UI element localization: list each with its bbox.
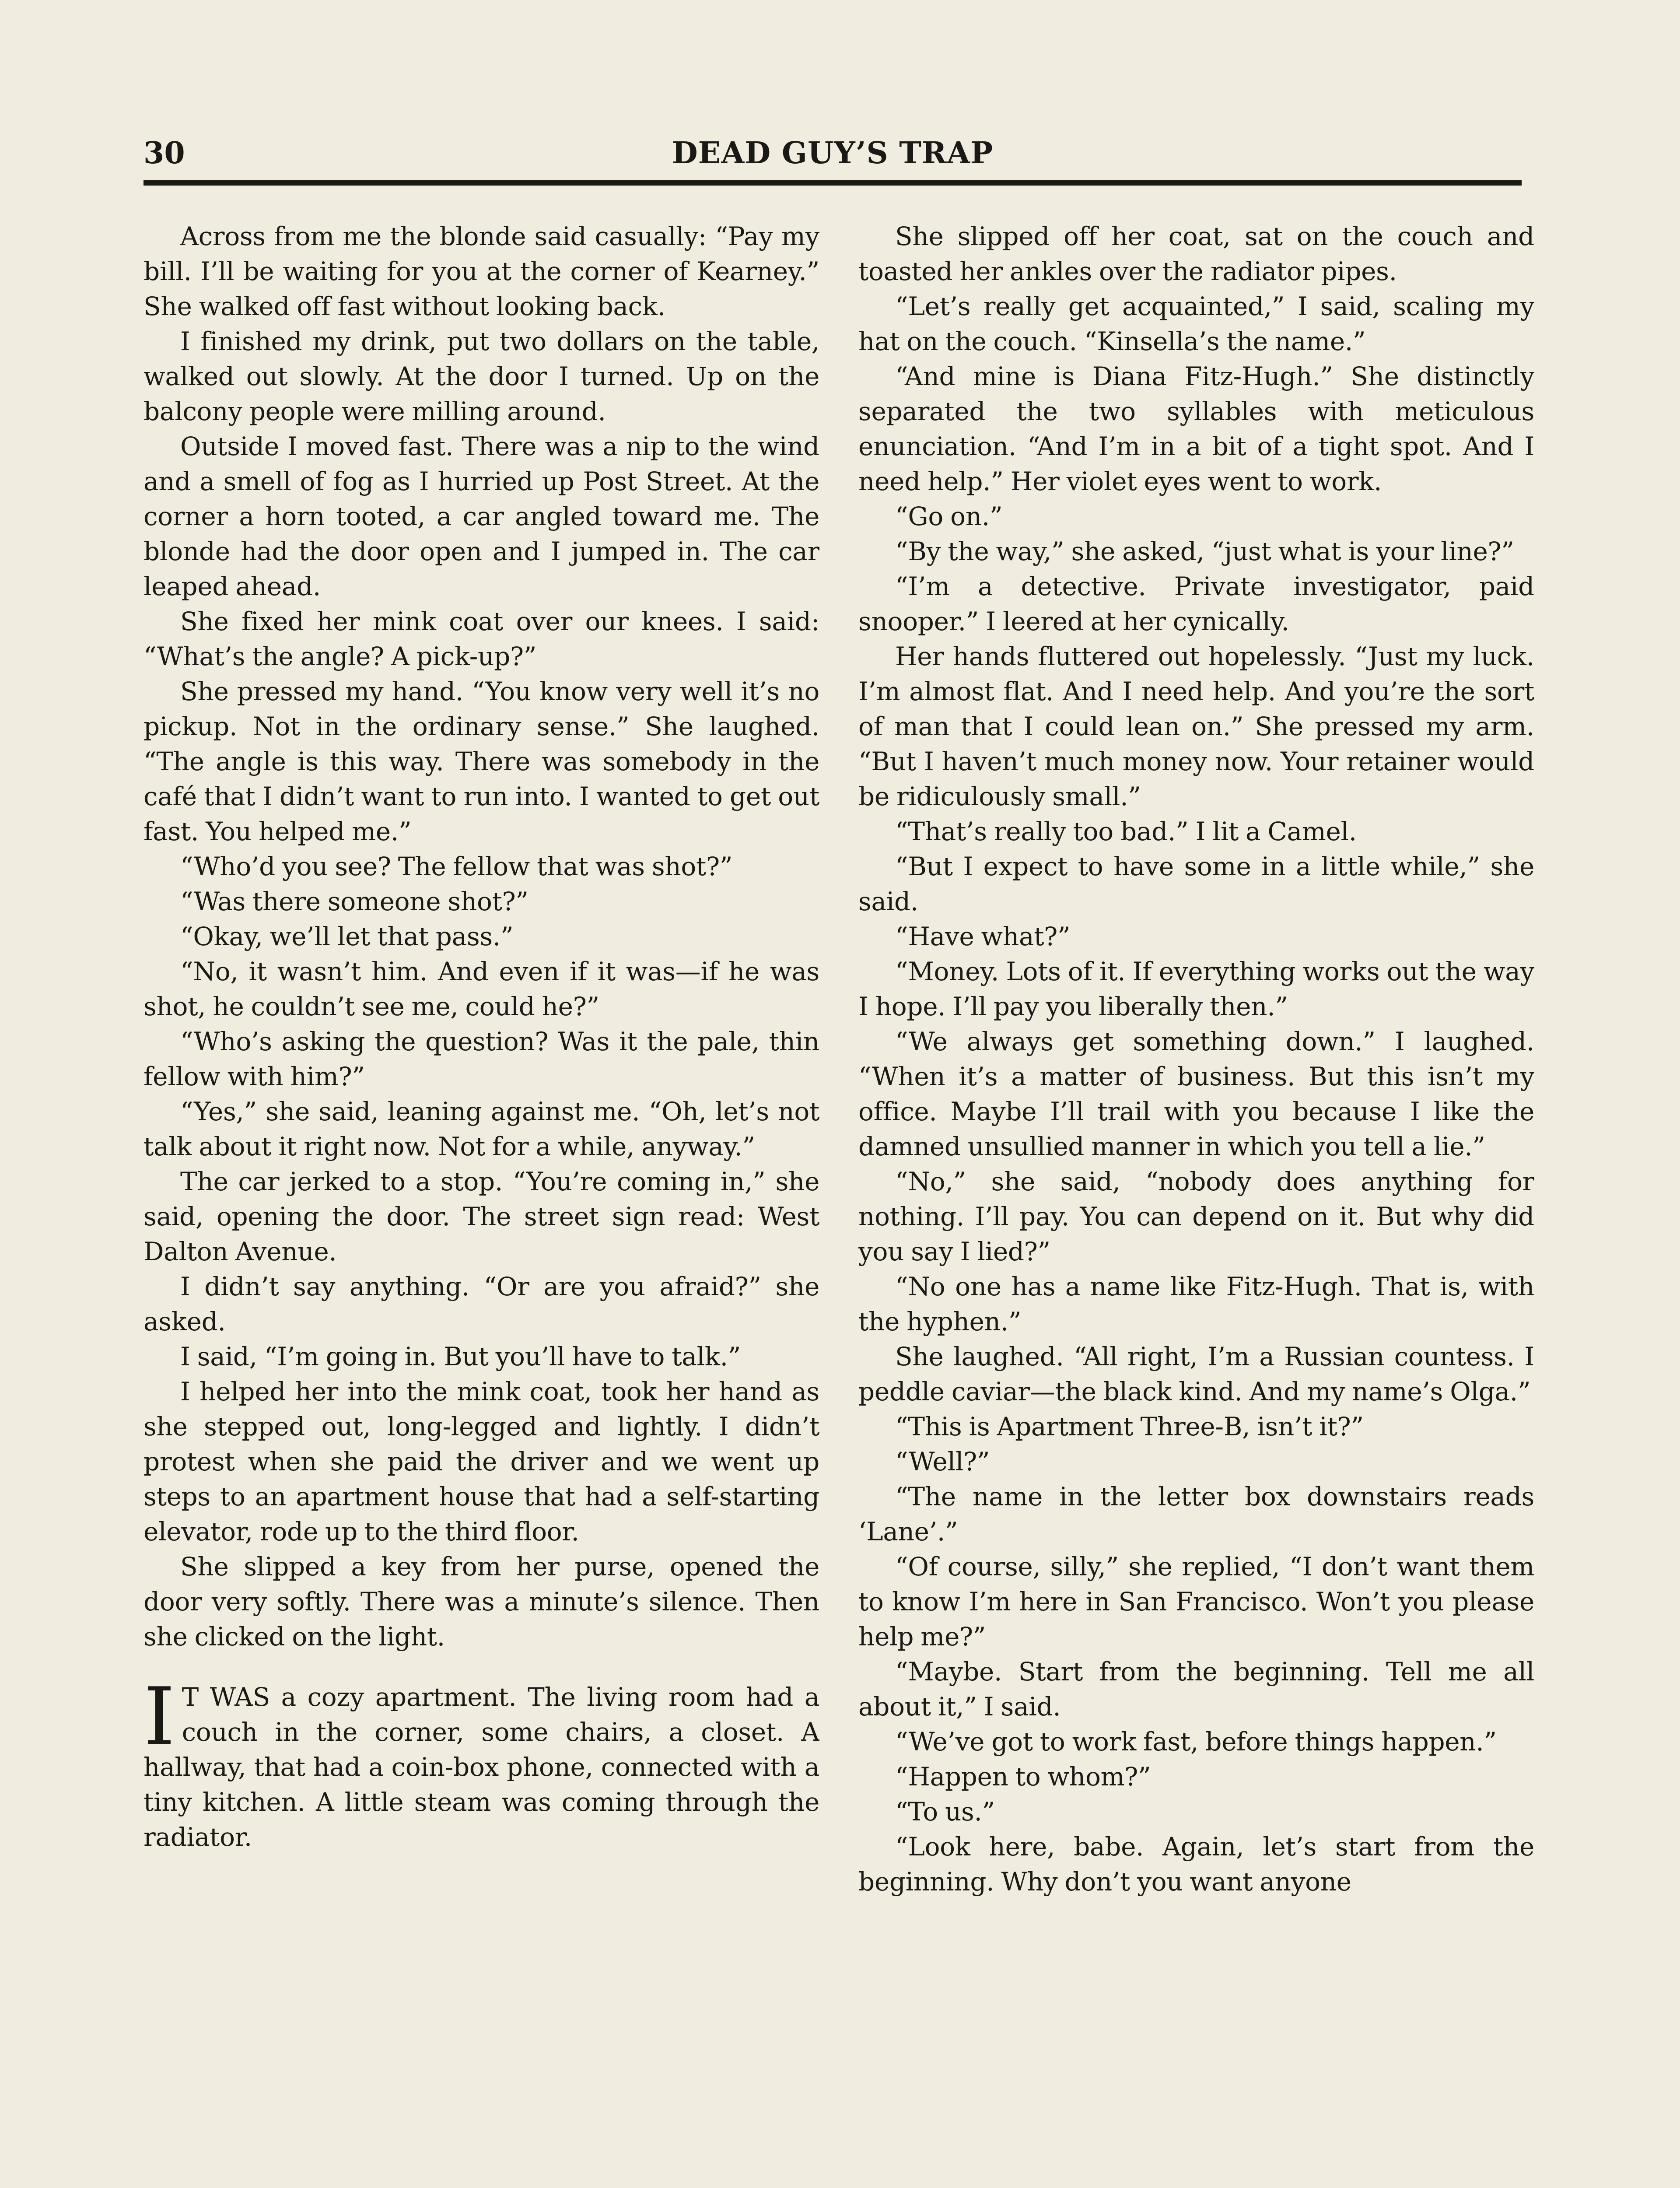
paragraph: “We’ve got to work fast, before things happen.” <box>895 1727 1497 1757</box>
paragraph: “The name in the letter box downstairs reads ‘Lane’.” <box>858 1482 1534 1546</box>
paragraph: Her hands fluttered out hopelessly. “Just my luck. I’m almost flat. And I need help. And you’re the sort of man that I could lean on.” She pressed my arm. “But I haven’t much money now. Your retainer would be ridiculously small.” <box>858 642 1534 811</box>
right-column <box>858 219 1534 2188</box>
paragraph: “Yes,” she said, leaning against me. “Oh, let’s not talk about it right now. Not for a while, anyway.” <box>144 1097 819 1161</box>
paragraph: “Maybe. Start from the beginning. Tell me all about it,” I said. <box>858 1657 1534 1722</box>
paragraph: She slipped off her coat, sat on the couch and toasted her ankles over the radiator pipes. <box>858 221 1534 286</box>
header-rule <box>144 180 1522 186</box>
paragraph: “Have what?” <box>895 922 1071 951</box>
left-column <box>144 219 819 2188</box>
paragraph: “Who’d you see? The fellow that was shot?” <box>180 852 733 881</box>
page-header <box>144 131 1522 184</box>
paragraph: “That’s really too bad.” I lit a Camel. <box>895 817 1357 846</box>
paragraph: “Let’s really get acquainted,” I said, scaling my hat on the couch. “Kinsella’s the name.” <box>858 291 1534 356</box>
paragraph: “Money. Lots of it. If everything works out the way I hope. I’ll pay you liberally then.” <box>858 957 1534 1021</box>
paragraph: She pressed my hand. “You know very well it’s no pickup. Not in the ordinary sense.” She laughed. “The angle is this way. There was somebody in the café that I didn’t want to run into. I wanted to get out fast. You helped me.” <box>144 677 819 846</box>
drop-cap: I <box>144 1670 175 1763</box>
paragraph: “Go on.” <box>895 501 1003 531</box>
section-text: T WAS a cozy apartment. The living room had a couch in the corner, some chairs, a closet. A hallway, that had a coin-box phone, connected with a tiny kitchen. A little steam was coming through the radiator. <box>144 1682 819 1852</box>
paragraph: Across from me the blonde said casually: “Pay my bill. I’ll be waiting for you at the corner of Kearney.” She walked off fast without looking back. <box>144 221 819 321</box>
paragraph: “This is Apartment Three-B, isn’t it?” <box>895 1412 1364 1441</box>
paragraph: She fixed her mink coat over our knees. I said: “What’s the angle? A pick-up?” <box>144 607 819 671</box>
paragraph: “Happen to whom?” <box>895 1762 1151 1792</box>
running-title: DEAD GUY’S TRAP <box>672 136 994 171</box>
paragraph: She laughed. “All right, I’m a Russian countess. I peddle caviar—the black kind. And my name’s Olga.” <box>858 1342 1534 1406</box>
paragraph: “Of course, silly,” she replied, “I don’t want them to know I’m here in San Francisco. Won’t you please help me?” <box>858 1552 1534 1652</box>
paragraph: “No,” she said, “nobody does anything for nothing. I’ll pay. You can depend on it. But why did you say I lied?” <box>858 1167 1534 1266</box>
paragraph: “We always get something down.” I laughed. “When it’s a matter of business. But this isn’t my office. Maybe I’ll trail with you because I like the damned unsullied manner in which you tell a lie.” <box>858 1027 1534 1161</box>
paragraph: I finished my drink, put two dollars on the table, walked out slowly. At the door I turned. Up on the balcony people were milling around. <box>144 326 819 426</box>
paragraph: “By the way,” she asked, “just what is your line?” <box>895 536 1514 566</box>
paragraph: I didn’t say anything. “Or are you afraid?” she asked. <box>144 1272 819 1336</box>
paragraph: Outside I moved fast. There was a nip to the wind and a smell of fog as I hurried up Post Street. At the corner a horn tooted, a car angled toward me. The blonde had the door open and I jumped in. The car leaped ahead. <box>144 431 819 601</box>
paragraph: “And mine is Diana Fitz-Hugh.” She distinctly separated the two syllables with meticulous enunciation. “And I’m in a bit of a tight spot. And I need help.” Her violet eyes went to work. <box>858 361 1534 496</box>
paragraph: “No, it wasn’t him. And even if it was—if he was shot, he couldn’t see me, could he?” <box>144 957 819 1021</box>
paragraph: “But I expect to have some in a little while,” she said. <box>858 852 1534 916</box>
paragraph: “Who’s asking the question? Was it the pale, thin fellow with him?” <box>144 1027 819 1091</box>
paragraph: “No one has a name like Fitz-Hugh. That is, with the hyphen.” <box>858 1272 1534 1336</box>
page-number: 30 <box>144 136 185 171</box>
paragraph: “Was there someone shot?” <box>180 887 528 916</box>
paragraph: “Okay, we’ll let that pass.” <box>180 922 514 951</box>
paragraph: I helped her into the mink coat, took her hand as she stepped out, long-legged and lightly. I didn’t protest when she paid the driver and we went up steps to an apartment house that had a self-starting elevator, rode up to the third floor. <box>144 1377 819 1546</box>
paragraph: “Well?” <box>895 1447 990 1476</box>
paragraph: The car jerked to a stop. “You’re coming in,” she said, opening the door. The street sign read: West Dalton Avenue. <box>144 1167 819 1266</box>
paragraph: I said, “I’m going in. But you’ll have to talk.” <box>180 1342 741 1371</box>
section-opening-paragraph <box>144 1670 819 1855</box>
paragraph: “To us.” <box>895 1797 995 1827</box>
paragraph: “I’m a detective. Private investigator, paid snooper.” I leered at her cynically. <box>858 572 1534 636</box>
paragraph: She slipped a key from her purse, opened the door very softly. There was a minute’s silence. Then she clicked on the light. <box>144 1552 819 1652</box>
paragraph: “Look here, babe. Again, let’s start from the beginning. Why don’t you want anyone <box>858 1832 1534 1897</box>
